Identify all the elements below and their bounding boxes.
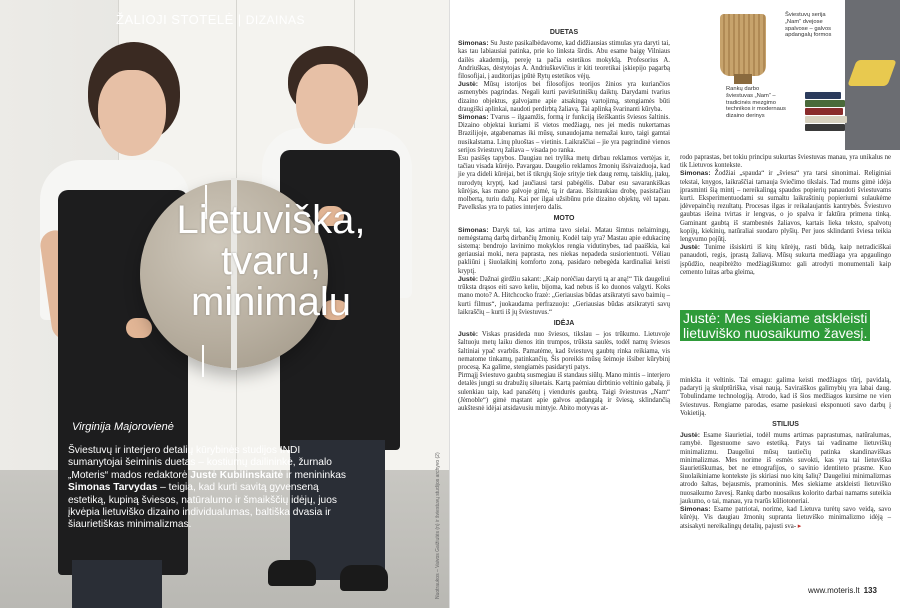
text-column-right-top (680, 154, 891, 277)
headline-line: tvaru, (220, 239, 322, 283)
speaker-label: Simonas: (458, 114, 489, 122)
photo-caption: Šviestuvų serija „Nam“ dvejose spalvose – galvos apdangalų formos (785, 12, 832, 39)
paragraph: minkšta it veltinis. Tai emagu: galima keisti medžiagos tūrį, pavidalą, padaryti ją skulptūriška, visai naują. Saviraiškos galimybių yra labai daug. Tobulindame technologiją. Atrodo, kad iš šios medžiagos kursime ne vien šviestuvus. Rengiame parodas, esame pasiekusi eksponuoti savo darbų į Vokietiją. (680, 377, 891, 417)
knitted-lamp-photo (720, 14, 766, 76)
left-page-photo (0, 0, 449, 608)
speaker-label: Justė: (458, 275, 479, 283)
intro-name: Justė Kubilinskaitė (190, 469, 284, 481)
text-column-right-bottom (680, 377, 891, 532)
intro-text: Šviestuvų ir interjero detalių kūrybinės studijos INDI sumanytojai šeiminis duetas – kostiumų dailininkė, žurnalo „Moteris“ mados redaktorė (68, 445, 332, 481)
paragraph (680, 244, 891, 277)
speaker-label: Justė: (680, 244, 701, 252)
section-header: ŽALIOJI STOTELĖ | DIZAINAS (116, 12, 306, 27)
page-footer (808, 586, 877, 595)
website-url[interactable]: www.moteris.lt (808, 586, 860, 595)
text-column-left (458, 26, 670, 413)
paragraph-text: Dažnai girdžiu sakant: „Kaip norėčiau daryti tą ar aną!“ Tik daugeliui trūksta drąsos eiti savo keliu, bijoma, kad nebus iš ko duonos valgyti. Koks mano moto? A. Hitchcocko frazė: „Geriausias būdas atsikratyti savo baimių – kurti filmus“, juokaudama perfrazuoju: „Geriausias būdas atsikratyti savų laikraščių – kurti iš jų šviestuvus.“ (458, 275, 670, 316)
book-stack-lamp (805, 88, 847, 136)
speaker-label: Simonas: (680, 170, 711, 178)
page-number: 133 (863, 586, 877, 595)
paragraph-text: Viskas prasideda nuo šviesos, tikslau – jos trūkumo. Lietuvoje šaltuoju metų laiku dienos itin trumpos, trūksta saulės, todėl namų šviesos šaltiniai ypač svarbūs. Pamatėme, kad šviestuvų gaubtų rinka reikiama, vis nematome tinkamų, patinkančių. Šis poreikis mūsų šeimoje išsiber kūrybinį procesą. Ka galime, stengiamės pasidaryti patys. (458, 331, 670, 371)
paragraph-text: Tvarus – ilgaamžis, formą ir funkciją išeiškantis šviesos šaltinis. Dizaino objektai kuriami iš vietos medžiagų, nes jei medis nukertamas Brazilijoje, atgabenamas iki mūsų, sunaudojama nemažai kuro, taigi gamtai nusikalstama. Linų pluoštas – vietinis. Laikraščiai – jie yra pagrindinė vienos serijos šviestuvų žaliava – visada po ranka. (458, 114, 670, 154)
intro-text: – teigia, kad kurti savitą gyvenseną estetiką, kupiną šviesos, natūralumo ir šmaikščių idėjų, juos įkvėpia lietuviško dizaino individualumas, baltiška dvasia ir šiaurietiškas minimalizmas. (68, 482, 337, 531)
paragraph: Pirmąjį šviestuvo gaubtą susmegiau iš standaus siūlų. Mano mintis – interjero detalės jungti su drabužių siluetais. Kartą paėmiau dirbtinio veltinio gabalą, ji sulenkiau taip, kad panašėtų į viendurės gaubtą. Taigi šviestuvas „Nam“ (Jėmoble“) gimė mąstant apie galvos apdangalą ir šviesą, sklindančią aukštesnė idėjai atsidavusiu mintyje. Abito motyvas at- (458, 372, 670, 412)
article-headline (156, 200, 386, 323)
paragraph-text: Esame šiaurietiai, todėl mums artimas paprastumas, natūralumas, ramybė. Ilgesnuome savo estetiką. Patys tai vadiname lietuviškų minimalizmu. Daugeliui mūsų tautiečių patinka skandinaviškas minimalizmas. Mes norime iš esmės suvokti, kas yra tai lietuviška šiaurietiškumas, bet ne etnografijos, o savinio identiteto prasme. Kuo šiuolaikiniame kontekste jis skiriasi nuo kitų šalių? Daugeliui minimalizmas atrodo šaltas, bejausmis, pramoninis. Mes siekiame atskleisti lietuviško nuosaikumo žavesį. Rankų darbo nuosaikus koloritо darbai namams suteikia jaukumo, o tai, manau, yra tvarūs kūliotoneriai. (680, 432, 891, 505)
subheading: DUETAS (549, 29, 579, 36)
paragraph-text: Esame patriotai, norime, kad Lietuva turėtų savo veidą, savo kūrėjų. Vis daugiau žmonių supranta lietuviško minimalizmo idėją – atsisakyti nereikalingų detalių, pajusti sva- (680, 506, 891, 531)
paragraph (458, 227, 670, 276)
pull-quote-text: Justė: Mes siekiame atskleisti lietuviško nuosaikumo žavesį. (680, 310, 870, 341)
right-page (449, 0, 900, 608)
speaker-label: Simonas: (458, 40, 489, 48)
paragraph (680, 432, 891, 506)
subheading: STILIUS (772, 421, 799, 429)
speaker-label: Justė: (680, 432, 701, 440)
intro-name: Simonas Tarvydas (68, 482, 158, 494)
paragraph (458, 276, 670, 317)
intro-text: ir menininkas (283, 469, 347, 481)
section-label: DIZAINAS (245, 13, 306, 27)
paragraph (680, 170, 891, 244)
speaker-label: Simonas: (458, 226, 489, 234)
photo-credit-text: Nuotraukos – Vaivos Gaižiutės (n) ir šviestuvų studijos archyvo (2) (435, 452, 441, 599)
paragraph-text: Žodžiai „spauda“ ir „šviesa“ yra tarsi sinonimai. Religiniai tekstai, knygos, laikraščiai tarnauja šviečimo tikslais. Tad mums gimė idėja įprasminti šią mintį – nereikalingą spaudos popierių panaudoti šviestuvams kurti. Eksperimentuodami su sumaltu laikraštinių popieriumi sulaukėme įdėvepainčių rezultatų. Procesas ilgas ir reikalaujantis kantrybės. Šviestuvo gaubtas išeina tvirtas ir lengvas, o jo spalva ir faktūra primena tinką. Gaminant gaubtą iš stambesnės žaliavos, kartais lieka teksto, spalvotų kopijų, kiekinių, natūraliai suodaro plyšių. Per juos sklindanti šviesa teikia lengvumo pojūtį. (680, 170, 891, 244)
paragraph-text: Daryk tai, kas artima tavo sielai. Matau šimtus nelaimingų, nemėgstamą darbą dirbančių žmonių. Kodėl taip yra? Mastau apie edukacinę sistemą: bendrojo lavinimo mokyklos rengia vidutinybes, tad paaiškia, kai geriausiai moki, nera paprasta, nes niekas nepadeda susiorientuoti. Vėliau pakliūni į šiuolaikinį komforto zoną, pasidaro nebegėda kardinaliai keisti kryptį. (458, 226, 670, 275)
paragraph (458, 331, 670, 372)
headline-line: minimalu (190, 280, 352, 324)
paragraph (458, 81, 670, 114)
paragraph (458, 40, 670, 81)
paragraph: Esu pasišęs tapybos. Daugiau nei trylika metų dirbau reklamos vertėjas ir, tačiau visada kūrėjo. Pavargau. Daugelio reklamos žmonių išsivaizduoja, kad jie yra dideli kūrėjai, bet iš tikrųjų šioje srityje tiek daug remų, taisklių, įtakų, nurodytų kryptį, kad jaučiausi tarsi pabėgėlis. Dabar esu savarankiškas kūrėjas, kas mano galvoje gimė, tą ir darau. Išsitraukiau drobę, pasistačiau molbertą, turiu dažų. Kai per ilgai užsibūnu prie dizaino objektų, vėl tapau. Pavelkslas yra to paties interjero dalis. (458, 155, 670, 212)
paragraph-text: Tunime išsiskirti iš kitų kūrėjų, rasti būdą, kaip netradiciškai panaudoti, regis, įprastą žaliavą. Mūsų sukurta medžiaga yra apgaulingo įspūdžio, neapibrėžto medžiagiškumo: gali atrodyti monumentali kaip cemento luitas arba gleima, (680, 244, 891, 276)
article-intro (68, 445, 353, 532)
paragraph (680, 506, 891, 532)
title-rule (202, 345, 204, 377)
speaker-label: Simonas: (680, 506, 711, 514)
speaker-label: Justė: (458, 331, 479, 339)
brand-label: ŽALIOJI STOTELĖ (116, 12, 234, 27)
headline-line: Lietuviška, (176, 198, 366, 242)
photo-credit (434, 420, 442, 600)
author-byline: Virginija Majorovienė (72, 421, 174, 433)
subheading: IDĖJA (553, 319, 575, 327)
paragraph-text: Su Juste pasikalbėdavome, kad didžiausias stimulas yra daryti tai, kas tau labiausiai patinka, prie ko linksta širdis. Abu esame baigę Vilniaus dailės akademiją, pereję ta pačia estetikos mokyklą. Profesorius A. Andriuškas, dėstytojas A. Andriuškevičius ir kiti teoretikai įskiepijo pagarbą filosofijai, į auditorijas įpūtė Rytų estetikos vėjų. (458, 40, 670, 81)
paragraph (458, 114, 670, 155)
paragraph: rodo paprastas, bet tokiu principu sukurtas šviestuvas manau, yra unikalus ne tik Lietuvos kontekste. (680, 154, 891, 170)
speaker-label: Justė: (458, 81, 479, 89)
subheading: MOTO (553, 215, 575, 223)
pull-quote (680, 311, 880, 341)
paragraph-text: Mūsų istorijos bei filosofijos teorijos žinios yra kuriančios asmenybės pagrindas. Negali kurti paviršutiniškų daiktų. Darydami tvarius dizaino objektus, galvojame apie atsakingą vartojimą, stengiamės būti draugiški aplinkai, naudoti perdirbtą žaliavą. Tai aplinką švarinanti kūryba. (458, 81, 670, 113)
photo-caption: Rankų darbo šviestuvas „Nam“ – tradicinės mezgimo technikos ir modernaus dizaino derinys (726, 86, 786, 120)
continue-arrow-icon: ▸ (797, 522, 802, 531)
